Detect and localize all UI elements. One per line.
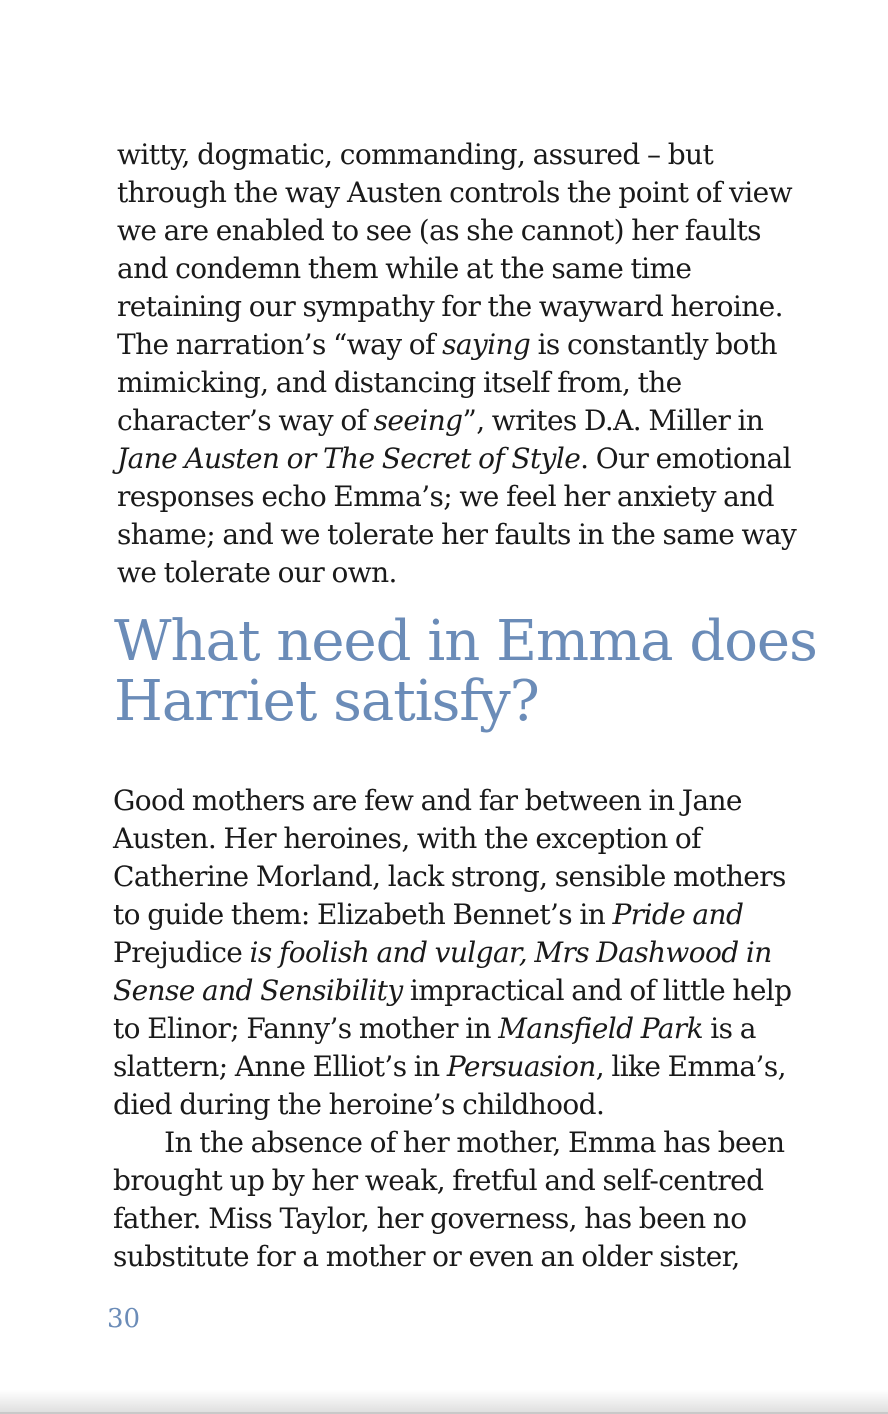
paragraph-2-line-11: brought up by her weak, fretful and self-centred — [113, 1164, 764, 1197]
paragraph-1-line-4: and condemn them while at the same time — [117, 252, 692, 285]
italic-title: Pride and — [612, 898, 744, 931]
paragraph-2-line-1: Good mothers are few and far between in Jane — [113, 784, 742, 817]
paragraph-1-line-7: mimicking, and distancing itself from, the — [117, 366, 682, 399]
italic-title: saying — [442, 328, 531, 361]
italic-title: Persuasion — [446, 1050, 596, 1083]
paragraph-2-line-9: died during the heroine’s childhood. — [113, 1088, 605, 1121]
paragraph-2-line-3: Catherine Morland, lack strong, sensible mothers — [113, 860, 786, 893]
paragraph-1-line-10: responses echo Emma’s; we feel her anxiety and — [117, 480, 774, 513]
paragraph-1-line-5: retaining our sympathy for the wayward heroine. — [117, 290, 783, 323]
italic-title: Sense and Sensibility — [113, 974, 403, 1007]
paragraph-2-line-12: father. Miss Taylor, her governess, has been no — [113, 1202, 747, 1235]
paragraph-2-line-6: Sense and Sensibility impractical and of little help — [113, 974, 792, 1007]
paragraph-2-line-4: to guide them: Elizabeth Bennet’s in Pride and — [113, 898, 744, 931]
paragraph-1-line-3: we are enabled to see (as she cannot) her faults — [117, 214, 761, 247]
paragraph-1-line-1: witty, dogmatic, commanding, assured – but — [117, 138, 714, 171]
paragraph-1-line-11: shame; and we tolerate her faults in the same way — [117, 518, 797, 551]
section-heading-line-2: Harriet satisfy? — [114, 669, 539, 734]
paragraph-1-line-2: through the way Austen controls the point of view — [117, 176, 792, 209]
paragraph-2-line-13: substitute for a mother or even an older sister, — [113, 1240, 740, 1273]
italic-title: seeing — [373, 404, 463, 437]
italic-title: Jane Austen or The Secret of Style — [117, 442, 581, 475]
paragraph-1-line-8: character’s way of seeing”, writes D.A. Miller in — [117, 404, 764, 437]
italic-title: Mansfield Park — [498, 1012, 703, 1045]
paragraph-2-line-7: to Elinor; Fanny’s mother in Mansfield Park is a — [113, 1012, 756, 1045]
page-number: 30 — [107, 1304, 141, 1334]
section-heading-line-1: What need in Emma does — [114, 609, 817, 674]
section-heading — [114, 609, 817, 734]
paragraph-2-line-5: Prejudice is foolish and vulgar, Mrs Dashwood in — [113, 936, 772, 969]
paragraph-1-line-12: we tolerate our own. — [117, 556, 397, 589]
paragraph-2-line-8: slattern; Anne Elliot’s in Persuasion, like Emma’s, — [113, 1050, 786, 1083]
italic-title: is foolish and vulgar, Mrs Dashwood in — [242, 936, 772, 969]
paragraph-1-line-6: The narration’s “way of saying is constantly both — [117, 328, 777, 361]
paragraph-2-line-2: Austen. Her heroines, with the exception of — [113, 822, 701, 855]
page-edge-shadow — [0, 1390, 888, 1414]
paragraph-2-line-10: In the absence of her mother, Emma has been — [113, 1126, 785, 1159]
paragraph-1-line-9: Jane Austen or The Secret of Style. Our emotional — [117, 442, 791, 475]
